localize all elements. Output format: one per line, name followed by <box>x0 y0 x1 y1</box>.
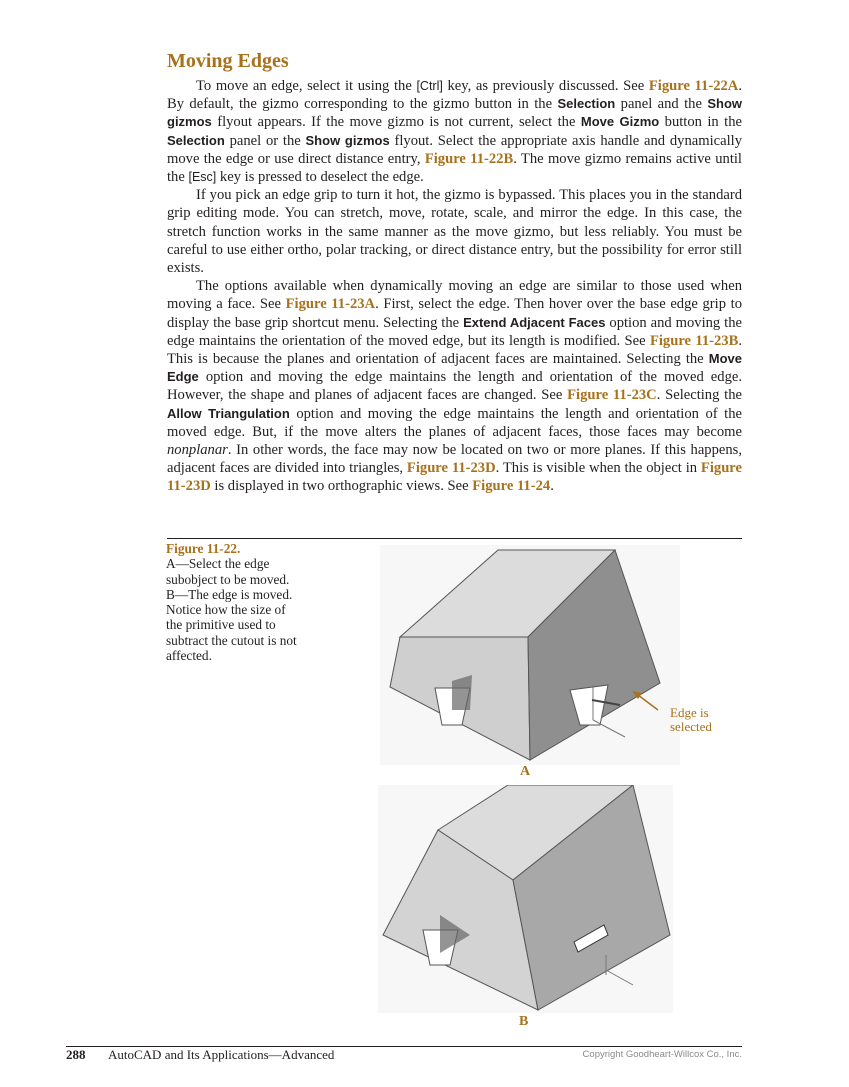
ui-term: Selection <box>557 96 616 112</box>
emphasis: nonplanar <box>167 442 228 459</box>
text-run: is displayed in two orthographic views. See <box>210 478 473 495</box>
page-number: 288 <box>66 1047 86 1062</box>
figure-a-image <box>380 545 680 765</box>
text-run: flyout appears. If the move gizmo is not current, select the <box>211 114 581 131</box>
figure-b-image <box>378 785 673 1013</box>
figure-reference: Figure 11-22B <box>424 150 514 167</box>
text-run: . Selecting the <box>656 387 742 404</box>
text-run: option and moving the edge maintains the orientation of the moved edge, but its length is modified. See <box>167 314 742 349</box>
ui-term: Selection <box>167 132 225 148</box>
paragraph <box>167 77 742 186</box>
text-run: key is pressed to deselect the edge. <box>216 169 424 186</box>
figure-caption-text: A—Select the edge subobject to be moved. B—The edge is moved. Notice how the size of the primitive used to subtract the cutout is not affected. <box>166 556 297 664</box>
figure-reference: Figure 11-23B <box>649 332 739 349</box>
text-run: panel or the <box>224 132 306 149</box>
ui-term: Extend Adjacent Faces <box>463 314 606 330</box>
edge-selected-callout: Edge is selected <box>670 705 712 734</box>
text-run: button in the <box>659 114 742 131</box>
text-run: . This is because the planes and orientation of adjacent faces are maintained. Selecting the <box>167 332 742 368</box>
copyright: Copyright Goodheart-Willcox Co., Inc. <box>582 1049 742 1060</box>
text-run: To move an edge, select it using the <box>196 78 417 94</box>
figure-reference: Figure 11-23A <box>285 296 376 313</box>
text-run: key, as previously discussed. See <box>442 78 649 94</box>
key-name: [Esc] <box>188 170 217 185</box>
text-run: The options available when dynamically moving an edge are similar to those used when moving a face. See <box>167 278 742 313</box>
key-name: [Ctrl] <box>416 79 443 93</box>
ui-term: Show gizmos <box>167 96 742 130</box>
text-run: flyout. Select the appropriate axis handle and dynamically move the edge or use direct distance entry, <box>167 132 743 167</box>
figure-divider <box>167 538 742 539</box>
figure-label-b: B <box>519 1014 529 1029</box>
text-run: . This is visible when the object in <box>495 460 701 477</box>
figure-reference: Figure 11-22A <box>648 78 739 94</box>
ui-term: Move Edge <box>167 351 742 385</box>
figure-caption-title: Figure 11-22. <box>166 541 241 556</box>
text-run: panel and the <box>615 96 708 113</box>
figure-reference: Figure 11-23C <box>567 387 657 404</box>
body-text <box>167 77 742 496</box>
figure-caption <box>166 541 301 663</box>
text-run: . In other words, the face may now be located on two or more planes. If this happens, adjacent faces are divided into triangles, <box>167 442 742 477</box>
ui-term: Allow Triangulation <box>167 405 290 421</box>
paragraph <box>167 277 742 495</box>
ui-term: Show gizmos <box>305 132 390 148</box>
ui-term: Move Gizmo <box>580 114 660 130</box>
text-run: option and moving the edge maintains the length and orientation of the moved edge. However, the shape and planes of adjacent faces are changed. See <box>167 369 742 404</box>
book-title: AutoCAD and Its Applications—Advanced <box>108 1047 335 1062</box>
text-run: . <box>550 478 554 495</box>
figure-reference: Figure 11-23D <box>167 460 742 495</box>
text-run: . By default, the gizmo corresponding to the gizmo button in the <box>167 78 742 113</box>
text-run: . The move gizmo remains active until the <box>167 150 742 186</box>
text-run: option and moving the edge maintains the length and orientation of the moved edge. But, if the move alters the planes of adjacent faces, those faces may become <box>167 405 743 440</box>
section-heading: Moving Edges <box>167 50 289 72</box>
text-run: . First, select the edge. Then hover over the base edge grip to display the base grip shortcut menu. Selecting the <box>167 296 742 331</box>
paragraph <box>167 186 742 277</box>
figure-reference: Figure 11-23D <box>406 460 496 477</box>
figure-reference: Figure 11-24 <box>472 478 551 495</box>
figure-label-a: A <box>520 764 531 779</box>
text-run: If you pick an edge grip to turn it hot, the gizmo is bypassed. This places you in the standard grip editing mode. You can stretch, move, rotate, scale, and mirror the edge. In this case, the stretch function works in the same manner as the move gizmo, but less reliably. You must be careful to use either ortho, polar tracking, or direct distance entry, but the possibility for error still exists. <box>167 187 742 277</box>
